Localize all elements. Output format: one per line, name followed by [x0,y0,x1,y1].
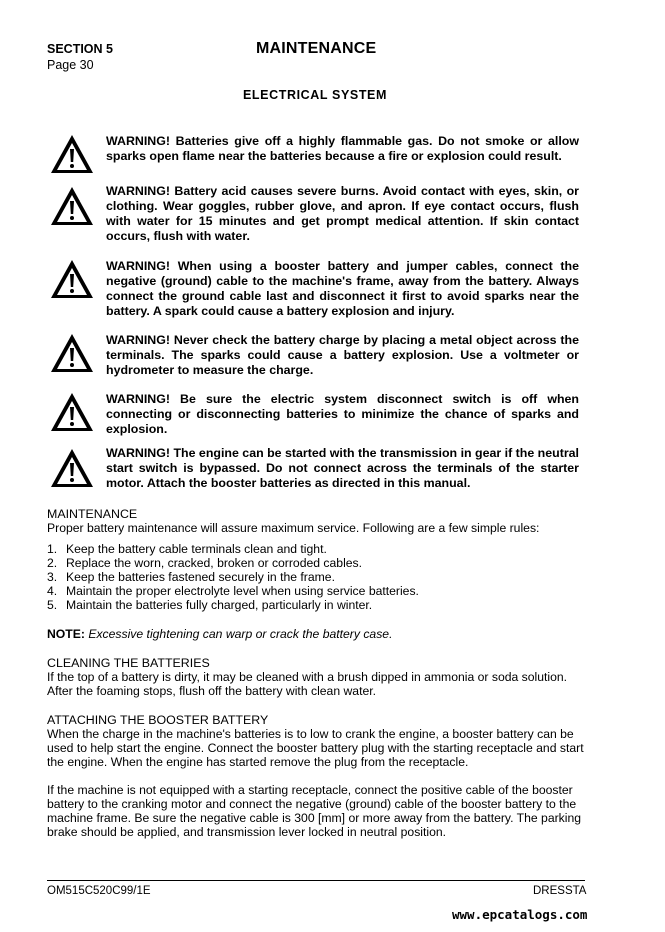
booster-paragraph-1: When the charge in the machine's batteries is to low to crank the engine, a booster battery can be used to help start the engine. Connect the booster battery plug with the starting receptacle and start the engine. When the engine has started remove the plug from the receptacle. [47,727,584,769]
note-label: NOTE: [47,627,85,641]
warning-text: WARNING! Batteries give off a highly flammable gas. Do not smoke or allow sparks open flame near the batteries because a fire or explosion could result. [106,134,579,163]
list-item [47,570,585,584]
warning-triangle-icon [50,134,94,174]
list-item [47,542,585,556]
list-item [47,556,585,570]
warning-text: WARNING! Be sure the electric system disconnect switch is off when connecting or disconnecting batteries to minimize the chance of sparks and explosion. [106,392,579,436]
warning-text: WARNING! When using a booster battery and jumper cables, connect the negative (ground) cable to the machine's frame, away from the battery. Always connect the ground cable last and disconnect it first to avoid sparks near the battery. A spark could cause a battery explosion and injury. [106,259,579,318]
maintenance-section [47,507,585,612]
warning-triangle-icon [50,448,94,488]
brand-name: DRESSTA [533,885,587,897]
warning-triangle-icon [50,259,94,299]
maintenance-rules [47,542,585,612]
cleaning-text: If the top of a battery is dirty, it may be cleaned with a brush dipped in ammonia or soda solution. After the foaming stops, flush off the battery with clean water. [47,670,568,698]
cleaning-heading: CLEANING THE BATTERIES [47,656,210,670]
list-item [47,598,585,612]
list-text: Maintain the batteries fully charged, particularly in winter. [66,598,373,612]
section-subtitle: ELECTRICAL SYSTEM [243,88,388,102]
booster-heading: ATTACHING THE BOOSTER BATTERY [47,713,269,727]
list-text: Keep the batteries fastened securely in the frame. [66,570,335,584]
warning-text: WARNING! The engine can be started with the transmission in gear if the neutral start switch is bypassed. Do not connect across the terminals of the starter motor. Attach the booster batteries as directed in this manual. [106,446,579,490]
booster-paragraph-2: If the machine is not equipped with a starting receptacle, connect the positive cable of the booster battery to the cranking motor and connect the negative (ground) cable of the booster battery to the machine frame. Be sure the negative cable is 300 [mm] or more away from the battery. The parking brake should be applied, and transmission lever locked in neutral position. [47,783,582,839]
page-number: Page 30 [47,58,94,72]
page-title: MAINTENANCE [256,40,377,57]
cleaning-section [47,656,585,698]
booster-section [47,713,585,839]
note-text: Excessive tightening can warp or crack the battery case. [88,627,393,641]
list-text: Keep the battery cable terminals clean and tight. [66,542,327,556]
list-number: 5. [47,598,58,612]
document-code: OM515C520C99/1E [47,885,151,897]
maintenance-heading: MAINTENANCE [47,507,138,521]
list-number: 4. [47,584,58,598]
maintenance-intro: Proper battery maintenance will assure maximum service. Following are a few simple rules: [47,521,540,535]
list-item [47,584,585,598]
warning-triangle-icon [50,186,94,226]
list-text: Replace the worn, cracked, broken or corroded cables. [66,556,363,570]
note [47,627,585,641]
warning-triangle-icon [50,333,94,373]
section-label: SECTION 5 [47,42,113,56]
list-number: 3. [47,570,58,584]
list-text: Maintain the proper electrolyte level when using service batteries. [66,584,419,598]
watermark-link[interactable]: www.epcatalogs.com [452,907,588,922]
footer-divider [47,880,585,881]
warning-triangle-icon [50,392,94,432]
list-number: 2. [47,556,58,570]
warning-text: WARNING! Battery acid causes severe burns. Avoid contact with eyes, skin, or clothing. Wear goggles, rubber glove, and apron. If eye contact occurs, flush with water for 15 minutes and get prompt medical attention. If skin contact occurs, flush with water. [106,184,579,243]
list-number: 1. [47,542,58,556]
warning-text: WARNING! Never check the battery charge by placing a metal object across the terminals. The sparks could cause a battery explosion. Use a voltmeter or hydrometer to measure the charge. [106,333,579,377]
